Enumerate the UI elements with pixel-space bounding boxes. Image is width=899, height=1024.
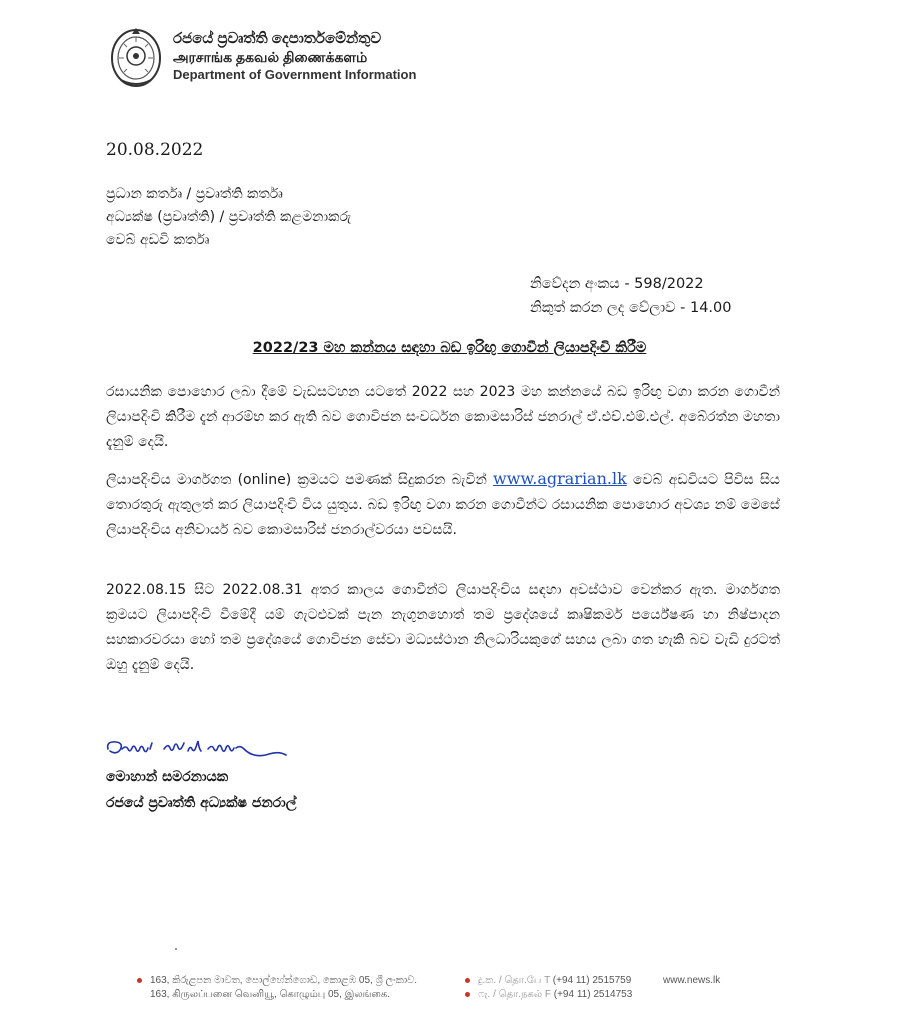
phone-label: දු.ක. / தொ.பே T xyxy=(478,975,550,986)
letterhead xyxy=(173,30,416,84)
signatory-name: මොහාන් සමරනායක xyxy=(106,769,229,785)
letterhead-english: Department of Government Information xyxy=(173,67,417,82)
footer-address-tamil: 163, கிருலப்பனை வெனியூ, கொழும்பு 05, இலங்கை. xyxy=(150,989,391,1000)
divider-dot xyxy=(175,948,177,950)
release-date: 20.08.2022 xyxy=(106,140,204,160)
release-heading: 2022/23 මහ කන්නය සඳහා බඩ ඉරිඟු ගොවීන් ලියාපදිංචි කිරීම xyxy=(252,340,647,356)
agrarian-website-link[interactable]: www.agrarian.lk xyxy=(493,469,627,488)
phone-number: (+94 11) 2515759 xyxy=(552,975,632,986)
addressee-list xyxy=(106,183,351,252)
bullet-icon xyxy=(465,992,470,997)
bullet-icon xyxy=(465,978,470,983)
signatory-block xyxy=(106,764,296,816)
addressee-line: අධ්‍යක්ෂ (ප්‍රවෘත්ති) / ප්‍රවෘත්ති කළමනාකරු xyxy=(106,209,352,225)
body-paragraph-3: 2022.08.15 සිට 2022.08.31 අතර කාලය ගොවීන්ට ලියාපදිංචිය සඳහා අවස්ථාව වෙන්කර ඇත. මාර්ගගත ක්‍රමයට ලියාපදිංචි වීමේදී යම් ගැටළුවක් පැන නැගුනහොත් තම ප්‍රදේශයේ කෘෂිකර්ම පර්යේෂණ හා නිෂ්පාදන සහකාරවරයා හෝ තම ප්‍රදේශයේ ගොවිජන සේවා මධ්‍යස්ථාන නිලධාරියකුගේ සහය ලබා ගත හැකි බව වැඩි දුරටත් ඔහු දැනුම් දෙයි. xyxy=(106,582,780,673)
footer-address xyxy=(137,974,417,1002)
government-emblem-icon xyxy=(107,22,165,90)
addressee-line: ප්‍රධාන කර්තෘ / ප්‍රවෘත්ති කර්තෘ xyxy=(106,186,283,202)
footer-address-sinhala: 163, කිරුළපන මාවත, පොල්හේන්ගොඩ, කොළඹ 05, ශ්‍රී ලංකාව. xyxy=(150,975,418,986)
fax-label: ෆැ. / தொ.நகல் F xyxy=(478,989,551,1000)
fax-number: (+94 11) 2514753 xyxy=(553,989,633,1000)
letterhead-sinhala: රජයේ ප්‍රවෘත්ති දෙපාර්තමේන්තුව xyxy=(173,30,382,47)
release-time: නිකුත් කරන ලද වේලාව - 14.00 xyxy=(530,300,732,316)
addressee-line: වෙබ් අඩවි කර්තෘ xyxy=(106,232,210,248)
footer-contact xyxy=(465,974,632,1002)
release-meta xyxy=(530,272,731,320)
body-paragraph-2 xyxy=(106,466,780,543)
paragraph-2-after: වෙබ් අඩවියට පිවිස සිය තොරතුරු ඇතුලත් කර ලියාපදිංචි විය යුතුය. බඩ ඉරිඟු වගා කරන ගොවීන්ට රසායනික පොහොර අවශ්‍ය නම් මෙසේ ලියාපදිංචිය අනිවාර්ය බව කොමසාරිස් ජනරාල්වරයා පවසයි. xyxy=(106,472,780,538)
body-paragraph-1: රසායනික පොහොර ලබා දීමේ වැඩසටහන යටතේ 2022 සහ 2023 මහ කන්නයේ බඩ ඉරිඟු වගා කරන ගොවීන් ලියාපදිංචි කිරීම දැන් ආරම්භ කර ඇති බව ගොවිජන සංවර්ධන කොමසාරිස් ජනරාල් ඒ.එච්.එම්.එල්. අබේරත්න මහතා දැනුම් දෙයි. xyxy=(106,384,780,450)
paragraph-2-before: ලියාපදිංචිය මාර්ගගත (online) ක්‍රමයට පමණක් සිදුකරන බැවින් xyxy=(106,472,494,488)
bullet-icon xyxy=(137,978,142,983)
letterhead-tamil: அரசாங்க தகவல் திணைக்களம் xyxy=(173,49,368,65)
release-number: නිවේදන අංකය - 598/2022 xyxy=(530,276,704,292)
footer-website[interactable]: www.news.lk xyxy=(663,975,721,986)
signatory-title: රජයේ ප්‍රවෘත්ති අධ්‍යක්ෂ ජනරාල් xyxy=(106,795,297,811)
